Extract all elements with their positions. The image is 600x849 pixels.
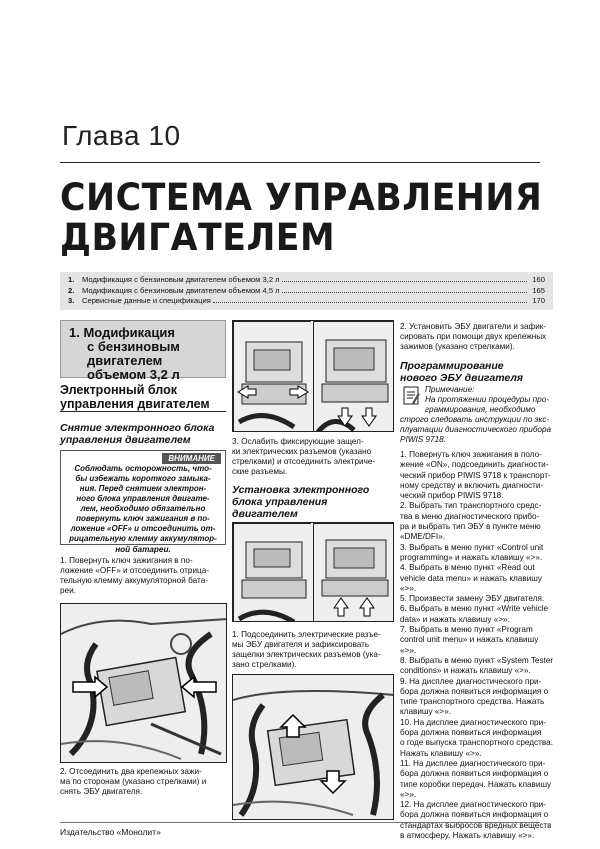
photo-panel	[313, 523, 394, 621]
toc-text: Модификация с бензиновым двигателем объемом 3,2 л	[82, 275, 280, 284]
text-line: мы ЭБУ двигателя и зафиксировать	[232, 640, 370, 649]
heading-line: управления двигателем	[60, 397, 210, 411]
heading-line: Программирование	[400, 360, 504, 372]
connector-illustration	[234, 322, 312, 432]
text-line: ложение «OFF» и отсоединить отрица-	[60, 566, 209, 575]
text-line: 1. Повернуть ключ зажигания в по-	[60, 556, 193, 565]
chapter-label: Глава 10	[62, 120, 181, 151]
step-text	[400, 322, 555, 352]
prog-step: 7. Выбрать в меню пункт «Program control unit menu» и нажать клавишу «>».	[400, 625, 539, 655]
prog-step: 9. На дисплее диагностического при- бора должна появиться информация о типе транспортного средства. Нажать клавишу «>».	[400, 676, 549, 717]
section-line: объемом 3,2 л	[87, 367, 180, 382]
programming-heading	[400, 360, 523, 384]
section-line: с бензиновым	[87, 339, 180, 354]
caution-line: повернуть ключ зажигания в по-	[76, 514, 210, 523]
publisher-footer: Издательство «Монолит»	[60, 827, 161, 837]
connector-illustration	[234, 524, 312, 622]
note	[425, 385, 555, 415]
photo-panel	[313, 321, 394, 431]
text-line: сировать при помощи двух крепежных	[400, 332, 547, 341]
prog-step: 5. Произвести замену ЭБУ двигателя.	[400, 594, 545, 604]
text-line: зано стрелками).	[232, 660, 297, 669]
removal-heading	[60, 422, 214, 446]
ecu-engine-bay-illustration	[61, 604, 227, 763]
caution-line: рицательную клемму аккумулятор-	[69, 534, 217, 543]
heading-line: нового ЭБУ двигателя	[400, 372, 524, 384]
text-line: ма по сторонам (указано стрелками) и	[60, 777, 207, 786]
text-line: ские разъемы.	[232, 467, 288, 476]
text-line: 3. Ослабить фиксирующие защел-	[232, 437, 364, 446]
heading-line: Установка электронного	[232, 484, 370, 496]
ecu-mounted-illustration	[233, 675, 394, 820]
ecu-connectors-photo	[232, 320, 394, 432]
prog-step: 1. Повернуть ключ зажигания в поло- жение «ON», подсоединить диагности- ческий прибор PIWIS 9718 к транспорт- ному средству и включить диагности- ческий прибор PIWIS 9718.	[400, 450, 551, 501]
caution-line: бы избежать короткого замыка-	[75, 474, 211, 483]
section-line: двигателем	[87, 353, 163, 368]
note-line: плуатации диагностического прибора	[400, 425, 552, 434]
toc-num: 3.	[68, 296, 75, 305]
caution-line: ного блока управления двигате-	[76, 494, 210, 503]
text-line: ки электрических разъемов (указано	[232, 447, 372, 456]
prog-step: 4. Выбрать в меню пункт «Read out vehicle data menu» и нажать клавишу «>».	[400, 563, 542, 593]
note-icon	[403, 386, 421, 406]
text-line: 2. Установить ЭБУ двигатели и зафик-	[400, 322, 547, 331]
toc-page: 160	[532, 275, 545, 284]
note-line: граммирования, необходимо	[425, 405, 536, 414]
text-line: 2. Отсоединить два крепежных зажи-	[60, 767, 202, 776]
note-label: Примечание:	[425, 385, 475, 394]
prog-step: 12. На дисплее диагностического при- бора должна появиться информация о стандартах выбросов вредных веществ в атмосферу. Нажать клавишу «>».	[400, 800, 552, 840]
photo-panel	[233, 321, 311, 431]
toc-row[interactable]	[68, 296, 545, 307]
ecu-mounted-photo	[232, 674, 394, 820]
footer-rule	[60, 822, 540, 823]
section-heading-box	[60, 320, 226, 382]
prog-step: 3. Выбрать в меню пункт «Control unit programming» и нажать клавишу «>».	[400, 542, 544, 562]
note-line: PIWIS 9718.	[400, 435, 446, 444]
heading-line: двигателем	[232, 508, 298, 520]
page-title	[60, 178, 542, 258]
step-text	[232, 630, 394, 670]
text-line: тельную клемму аккумуляторной батa-	[60, 576, 208, 585]
prog-step: 6. Выбрать в меню пункт «Write vehicle data» и нажать клавишу «>».	[400, 604, 549, 624]
section-line: Модификация	[83, 325, 175, 340]
toc-leader	[213, 302, 527, 303]
toc-page: 165	[532, 285, 545, 295]
text-line: зажимов (указано стрелками).	[400, 342, 515, 351]
caution-line: ния. Перед снятием электрон-	[79, 484, 207, 493]
toc-num: 1.	[68, 275, 75, 284]
text-line: стрелками) и отсоединить электриче-	[232, 457, 376, 466]
text-line: 1. Подсоединить электрические разъе-	[232, 630, 381, 639]
toc-row[interactable]	[68, 286, 545, 297]
step-text	[232, 437, 394, 477]
text-line: снять ЭБУ двигателя.	[60, 787, 143, 796]
prog-step: 8. Выбрать в меню пункт «System Tester conditions» и нажать клавишу «>».	[400, 655, 554, 676]
caution-badge: ВНИМАНИЕ	[162, 453, 221, 464]
ecu-heading	[60, 383, 210, 411]
caution-line: ложение «OFF» и отсоединить от-	[70, 524, 216, 533]
step-text	[60, 767, 226, 797]
toc-leader	[282, 281, 527, 282]
heading-underline	[60, 411, 226, 412]
ecu-photo-1	[60, 603, 227, 763]
toc-num: 2.	[68, 285, 75, 295]
programming-steps	[400, 450, 555, 841]
toc-row[interactable]	[68, 275, 545, 286]
toc-text: Модификация с бензиновым двигателем объемом 4,5 л	[82, 285, 280, 295]
note-line: строго следовать инструкции по экс-	[400, 415, 550, 424]
section-number: 1.	[69, 325, 80, 340]
heading-line: управления двигателем	[60, 434, 191, 446]
text-line: реи.	[60, 586, 76, 595]
connector-illustration	[314, 322, 394, 432]
connector-illustration	[314, 524, 394, 622]
caution-line: ной батареи.	[115, 545, 171, 554]
photo-panel	[233, 523, 311, 621]
prog-step: 2. Выбрать тип транспортного средс- тва в меню диагностического прибо- ра и выбрать тип ЭБУ в пункте меню «DME/DFI».	[400, 501, 542, 542]
heading-line: Снятие электронного блока	[60, 422, 215, 434]
toc-text: Сервисные данные и спецификация	[82, 296, 211, 305]
install-heading	[232, 484, 369, 520]
prog-step: 10. На дисплее диагностического при- бора должна появиться информация о годе выпуска транспортного средства. Нажать клавишу «>».	[400, 717, 553, 758]
caution-box	[60, 450, 226, 545]
prog-step: 11. На дисплее диагностического при- бора должна появиться информация о типе коробки передач. Нажать клавишу «>».	[400, 758, 552, 799]
title-line: СИСТЕМА УПРАВЛЕНИЯ	[60, 176, 543, 219]
section-heading	[69, 326, 180, 382]
table-of-contents	[60, 272, 553, 310]
caution-text	[67, 464, 219, 544]
heading-line: блока управления	[232, 496, 328, 508]
ecu-install-photo	[232, 522, 394, 622]
toc-page: 170	[532, 296, 545, 305]
note-line: На протяжении процедуры про-	[425, 395, 550, 404]
title-line: ДВИГАТЕЛЕМ	[60, 216, 336, 259]
caution-line: лем, необходимо обязательно	[80, 504, 206, 513]
step-text	[60, 556, 226, 596]
title-rule	[60, 162, 540, 163]
heading-line: Электронный блок	[60, 383, 177, 397]
caution-line: Соблюдать осторожность, что-	[74, 464, 212, 473]
note-continued	[400, 415, 555, 445]
toc-leader	[282, 292, 527, 293]
text-line: защелки электрических разъемов (ука-	[232, 650, 381, 659]
